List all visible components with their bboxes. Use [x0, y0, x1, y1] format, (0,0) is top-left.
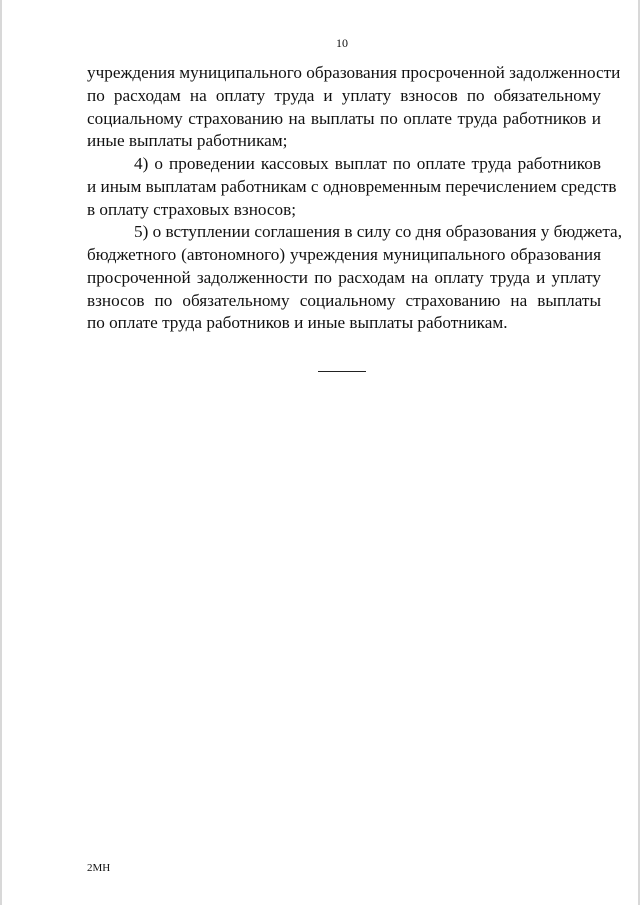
text-line: 5) о вступлении соглашения в силу со дня образования у бюджета,	[134, 222, 622, 242]
text-line: учреждения муниципального образования просроченной задолженности	[87, 63, 621, 82]
paragraph-continuation	[87, 62, 621, 153]
text-line: взносов по обязательному социальному страхованию на выплаты	[87, 290, 601, 310]
paragraph-item-4	[87, 153, 617, 221]
paragraph-item-5	[87, 221, 622, 335]
text-line: иные выплаты работникам;	[87, 131, 288, 151]
text-line: 4) о проведении кассовых выплат по оплате труда работников	[134, 154, 601, 173]
page-number: 10	[336, 36, 348, 50]
footer-code: 2МН	[87, 862, 111, 874]
text-line: по оплате труда работников и иные выплаты работникам.	[87, 313, 508, 333]
text-line: бюджетного (автономного) учреждения муниципального образования	[87, 245, 601, 264]
text-line: и иным выплатам работникам с одновременным перечислением средств	[87, 176, 617, 196]
scan-edge-left	[0, 0, 2, 905]
text-line: просроченной задолженности по расходам на оплату труда и уплату	[87, 267, 601, 287]
text-line: в оплату страховых взносов;	[87, 199, 297, 219]
end-rule-divider	[318, 371, 366, 372]
text-line: по расходам на оплату труда и уплату взносов по обязательному	[87, 85, 601, 105]
text-line: социальному страхованию на выплаты по оплате труда работников и	[87, 108, 601, 128]
document-body	[87, 62, 622, 335]
